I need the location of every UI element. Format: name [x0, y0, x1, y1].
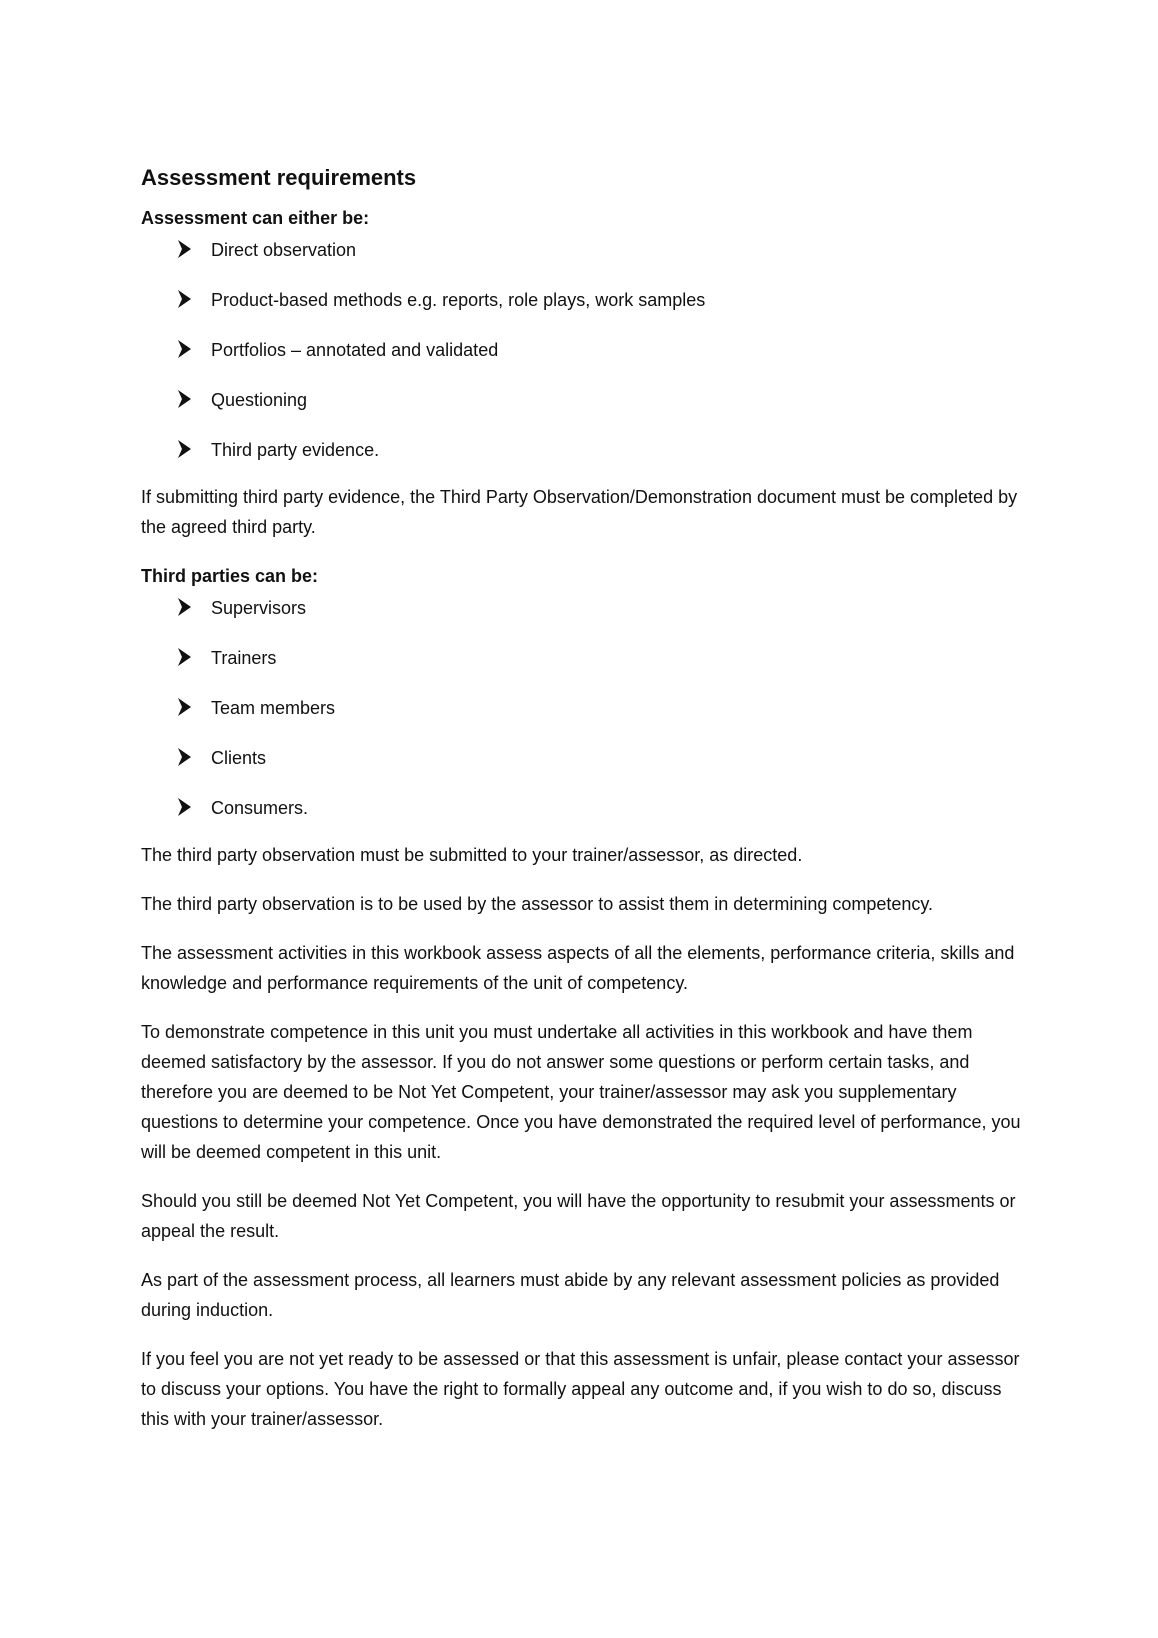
list-item [141, 646, 1021, 670]
third-parties-list [141, 596, 1021, 820]
arrow-bullet-icon [178, 598, 191, 616]
body-paragraph: Should you still be deemed Not Yet Competent, you will have the opportunity to resubmit your assessments or appeal the result. [141, 1191, 1016, 1241]
assessment-methods-heading: Assessment can either be: [141, 208, 370, 228]
list-item-text: Portfolios – annotated and validated [211, 340, 499, 360]
body-paragraph: The third party observation must be submitted to your trainer/assessor, as directed. [141, 845, 803, 865]
page-title: Assessment requirements [141, 165, 417, 190]
list-item [141, 288, 1021, 312]
arrow-bullet-icon [178, 440, 191, 458]
list-item [141, 438, 1021, 462]
body-paragraph: If you feel you are not yet ready to be assessed or that this assessment is unfair, please contact your assessor to discuss your options. You have the right to formally appeal any outcome and, if you wish to do so, discuss this with your trainer/assessor. [141, 1349, 1020, 1429]
list-item-text: Direct observation [211, 240, 357, 260]
list-item-text: Supervisors [211, 598, 307, 618]
arrow-bullet-icon [178, 390, 191, 408]
body-paragraph: The assessment activities in this workbook assess aspects of all the elements, performance criteria, skills and knowledge and performance requirements of the unit of competency. [141, 943, 1015, 993]
body-paragraph: The third party observation is to be used by the assessor to assist them in determining competency. [141, 894, 934, 914]
arrow-bullet-icon [178, 290, 191, 308]
third-party-evidence-paragraph: If submitting third party evidence, the Third Party Observation/Demonstration document must be completed by the agreed third party. [141, 487, 1018, 537]
list-item-text: Questioning [211, 390, 308, 410]
list-item [141, 796, 1021, 820]
list-item-text: Third party evidence. [211, 440, 380, 460]
list-item [141, 388, 1021, 412]
list-item [141, 696, 1021, 720]
list-item-text: Team members [211, 698, 336, 718]
arrow-bullet-icon [178, 698, 191, 716]
list-item-text: Clients [211, 748, 267, 768]
body-paragraph: As part of the assessment process, all learners must abide by any relevant assessment policies as provided during induction. [141, 1270, 1000, 1320]
list-item [141, 596, 1021, 620]
list-item [141, 746, 1021, 770]
arrow-bullet-icon [178, 648, 191, 666]
arrow-bullet-icon [178, 748, 191, 766]
list-item-text: Product-based methods e.g. reports, role plays, work samples [211, 290, 706, 310]
list-item-text: Consumers. [211, 798, 309, 818]
list-item [141, 338, 1021, 362]
arrow-bullet-icon [178, 798, 191, 816]
third-parties-heading: Third parties can be: [141, 566, 319, 586]
arrow-bullet-icon [178, 240, 191, 258]
list-item [141, 238, 1021, 262]
document-page [141, 164, 1021, 1453]
body-paragraph: To demonstrate competence in this unit you must undertake all activities in this workbook and have them deemed satisfactory by the assessor. If you do not answer some questions or perform certain tasks, and therefore you are deemed to be Not Yet Competent, your trainer/assessor may ask you supplementary questions to determine your competence. Once you have demonstrated the required level of performance, you will be deemed competent in this unit. [141, 1022, 1021, 1162]
assessment-methods-list [141, 238, 1021, 462]
arrow-bullet-icon [178, 340, 191, 358]
list-item-text: Trainers [211, 648, 277, 668]
